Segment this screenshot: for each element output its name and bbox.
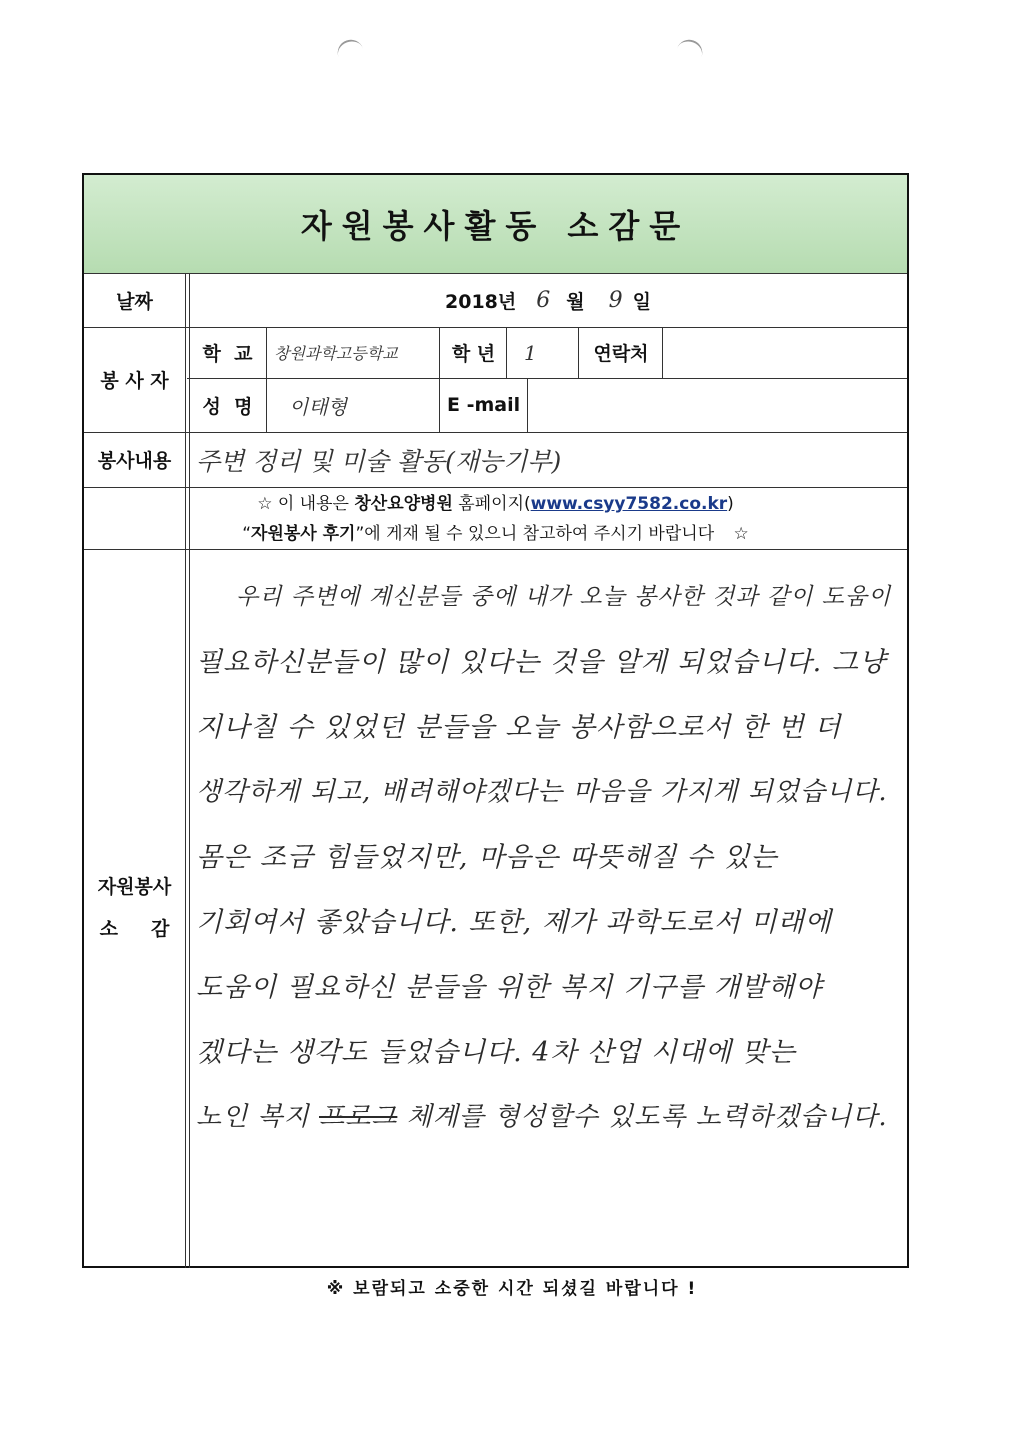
- name-label: 성 명: [202, 395, 253, 418]
- contact-value: [666, 327, 906, 378]
- notice-text: ): [727, 494, 734, 514]
- date-year: 2018년: [445, 290, 517, 313]
- rule: [578, 327, 579, 379]
- email-value: [532, 378, 902, 432]
- homepage-link[interactable]: www.csyy7582.co.kr: [530, 494, 728, 514]
- essay-line: 몸은 조금 힘들었지만, 마음은 따뜻해질 수 있는: [196, 842, 778, 873]
- date-label: 날짜: [116, 290, 153, 313]
- punch-mark-right: [676, 36, 706, 60]
- essay-label-1: 자원봉사: [97, 875, 172, 898]
- review-board-name: 자원봉사 후기: [251, 524, 356, 544]
- essay-line: 우리 주변에 계신분들 중에 내가 오늘 봉사한 것과 같이 도움이: [236, 584, 892, 610]
- essay-label-2: 소 감: [99, 917, 170, 940]
- rule: [84, 487, 907, 488]
- notice-line-2: [84, 519, 907, 549]
- punch-mark-left: [334, 36, 364, 60]
- essay-body: [196, 565, 896, 1150]
- date-value: [189, 273, 907, 327]
- essay-line: 겠다는 생각도 들었습니다. 4차 산업 시대에 맞는: [196, 1037, 796, 1068]
- essay-text: 노인 복지: [196, 1102, 310, 1132]
- grade-label: 학 년: [451, 343, 496, 365]
- date-day: 9: [608, 287, 623, 313]
- essay-line: 기회여서 좋았습니다. 또한, 제가 과학도로서 미래에: [196, 907, 832, 938]
- date-month: 6: [536, 287, 551, 313]
- content-value: 주변 정리 및 미술 활동(재능기부): [196, 446, 562, 476]
- hospital-name: 창산요양병원: [354, 494, 453, 514]
- star-icon: ☆: [733, 524, 749, 544]
- date-day-unit: 일: [632, 290, 651, 313]
- form-title: 자원봉사활동 소감문: [84, 175, 907, 274]
- essay-line: 필요하신분들이 많이 있다는 것을 알게 되었습니다. 그냥: [196, 647, 886, 678]
- star-icon: ☆: [257, 494, 273, 514]
- content-label: 봉사내용: [97, 450, 172, 472]
- grade-value: 1: [524, 340, 537, 365]
- school-label: 학 교: [202, 343, 253, 365]
- rule: [266, 327, 267, 432]
- name-value: 이태형: [289, 394, 347, 419]
- notice-text: 홈페이지(: [458, 494, 531, 514]
- volunteer-form: [82, 173, 909, 1268]
- essay-line: 도움이 필요하신 분들을 위한 복지 기구를 개발해야: [196, 972, 823, 1003]
- rule: [662, 327, 663, 379]
- footer-message: ※ 보람되고 소중한 시간 되셨길 바랍니다 !: [326, 1279, 698, 1299]
- essay-line: 지나칠 수 있었던 분들을 오늘 봉사함으로서 한 번 더: [196, 712, 842, 743]
- rule: [506, 327, 507, 379]
- essay-line-last: [196, 1085, 896, 1150]
- date-month-unit: 월: [566, 290, 585, 313]
- notice-text: “: [242, 524, 252, 544]
- rule: [527, 378, 528, 432]
- notice-text: 이 내용은: [277, 494, 349, 514]
- email-label: E -mail: [447, 394, 521, 416]
- contact-label: 연락처: [593, 343, 649, 365]
- essay-line: 생각하게 되고, 배려해야겠다는 마음을 가지게 되었습니다.: [196, 777, 888, 807]
- rule: [84, 549, 907, 550]
- school-value: 창원과학고등학교: [274, 344, 398, 363]
- essay-text: 체계를 형성할수 있도록 노력하겠습니다.: [406, 1102, 888, 1132]
- notice-text: ”에 게재 될 수 있으니 참고하여 주시기 바랍니다: [355, 524, 715, 544]
- notice-line-1: [84, 489, 907, 519]
- rule: [439, 327, 440, 432]
- struck-text: 프로그: [319, 1102, 398, 1132]
- volunteer-label: 봉 사 자: [100, 370, 169, 392]
